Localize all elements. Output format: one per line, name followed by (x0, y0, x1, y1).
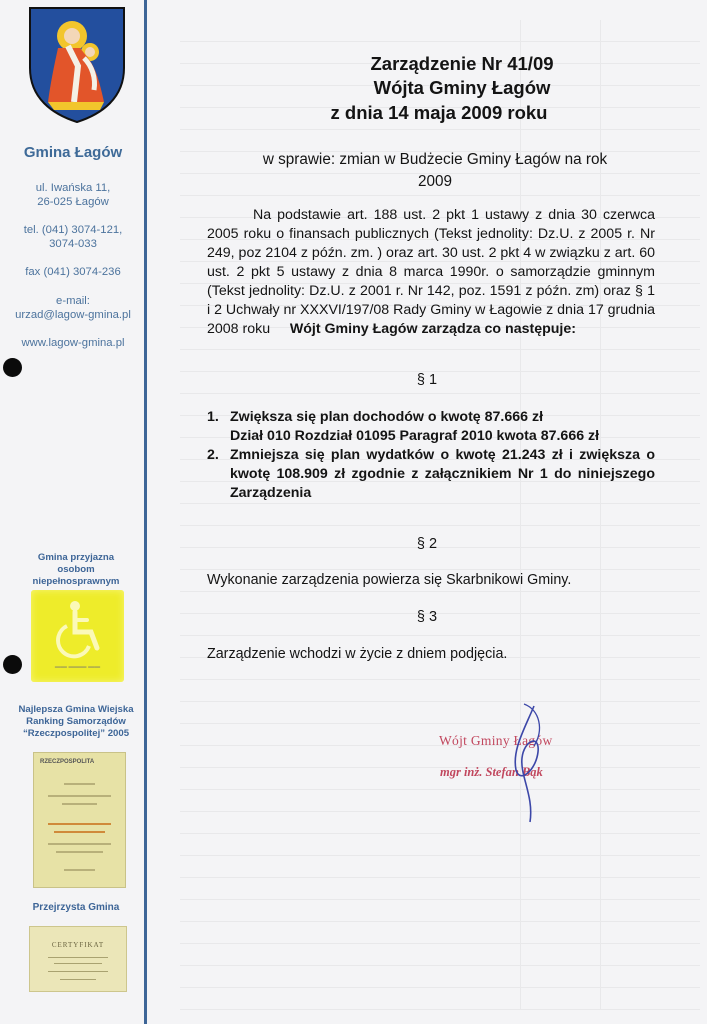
wheelchair-icon (45, 598, 109, 660)
coat-of-arms-icon (28, 6, 126, 124)
section-mark: § 2 (416, 536, 438, 552)
section-text: Wykonanie zarządzenia powierza się Skarbnikowi Gminy. (207, 572, 572, 588)
email-label: e-mail: (56, 295, 90, 307)
address-line: 26-025 Łagów (37, 196, 109, 208)
document-title: Zarządzenie Nr 41/09 (370, 53, 554, 74)
item-text: Dział 010 Rozdział 01095 Paragraf 2010 kwota 87.666 zł (230, 428, 600, 444)
email-link[interactable]: urzad@lagow-gmina.pl (15, 309, 131, 321)
stamp-title: Wójt Gminy Łagów (439, 733, 553, 748)
preamble-text: Na podstawie art. 188 ust. 2 pkt 1 ustawy z dnia 30 czerwca 2005 roku o finansach publicznych (Tekst jednolity: Dz.U. z 2005 r. Nr 249, poz 2104 z późn. zm. ) oraz art. 30 ust. 2 pkt 4 w związku z art. 60 ust. 2 pkt 5 ustawy z dnia 8 marca 1990r. o samorządzie gminnym (Tekst jednolity: Dz.U. z 2001 r. Nr 142, poz. 1591 z późn. zm) oraz § 1 i 2 Uchwały nr XXXVI/197/08 Rady Gminy w Łagowie z dnia 17 grudnia 2008 roku (207, 207, 655, 337)
subject-line: 2009 (417, 173, 453, 190)
ranking-heading: “Rzeczpospolitej” 2005 (22, 728, 130, 739)
section-text: Zarządzenie wchodzi w życie z dniem podjęcia. (207, 646, 508, 662)
accessibility-heading: niepełnosprawnym (32, 576, 120, 587)
ranking-heading: Najlepsza Gmina Wiejska (18, 704, 134, 715)
gmina-name: Gmina Łagów (23, 144, 123, 161)
accessibility-heading: osobom (57, 564, 95, 575)
subject (215, 149, 655, 193)
item-text: Zmniejsza się plan wydatków o kwotę 21.243 zł i zwiększa o kwotę 108.909 zł zgodnie z załącznikiem Nr 1 do niniejszego Zarządzenia (230, 447, 655, 501)
ranking-certificate (33, 752, 126, 888)
accessibility-heading: Gmina przyjazna (37, 552, 115, 563)
ranking-heading: Ranking Samorządów (26, 716, 126, 727)
fax-line: fax (041) 3074-236 (25, 266, 121, 278)
certificate-header: RZECZPOSPOLITA (40, 759, 95, 765)
subject-line: w sprawie: zmian w Budżecie Gminy Łagów na rok (262, 151, 608, 168)
sidebar-divider (144, 0, 147, 1024)
list-item (207, 408, 655, 446)
document-title: Wójta Gminy Łagów (373, 77, 551, 98)
phone-line: tel. (041) 3074-121, (23, 224, 123, 236)
item-list (207, 408, 655, 503)
transparency-certificate (29, 926, 127, 992)
phone-line: 3074-033 (49, 238, 97, 250)
section-mark: § 1 (416, 372, 438, 388)
document-date: z dnia 14 maja 2009 roku (330, 102, 548, 123)
item-number: 2. (207, 447, 219, 463)
letterhead-sidebar (0, 0, 146, 1024)
punch-hole (3, 358, 22, 377)
item-number: 1. (207, 409, 219, 425)
punch-hole (3, 655, 22, 674)
stamp-name: mgr inż. Stefan Bąk (440, 765, 543, 779)
preamble (207, 206, 655, 339)
preamble-decision: Wójt Gminy Łagów zarządza co następuje: (289, 321, 576, 337)
item-text: Zwiększa się plan dochodów o kwotę 87.666 zł (230, 409, 544, 425)
certificate-title: CERTYFIKAT (51, 941, 105, 949)
website-link[interactable]: www.lagow-gmina.pl (21, 337, 125, 349)
badge-caption: ▬▬ ▬▬▬ ▬▬ (54, 664, 101, 670)
signature-icon (494, 700, 564, 825)
transparent-heading: Przejrzysta Gmina (32, 902, 120, 913)
section-mark: § 3 (416, 609, 438, 625)
address-line: ul. Iwańska 11, (35, 182, 111, 194)
accessibility-badge (31, 590, 124, 682)
list-item (207, 446, 655, 503)
